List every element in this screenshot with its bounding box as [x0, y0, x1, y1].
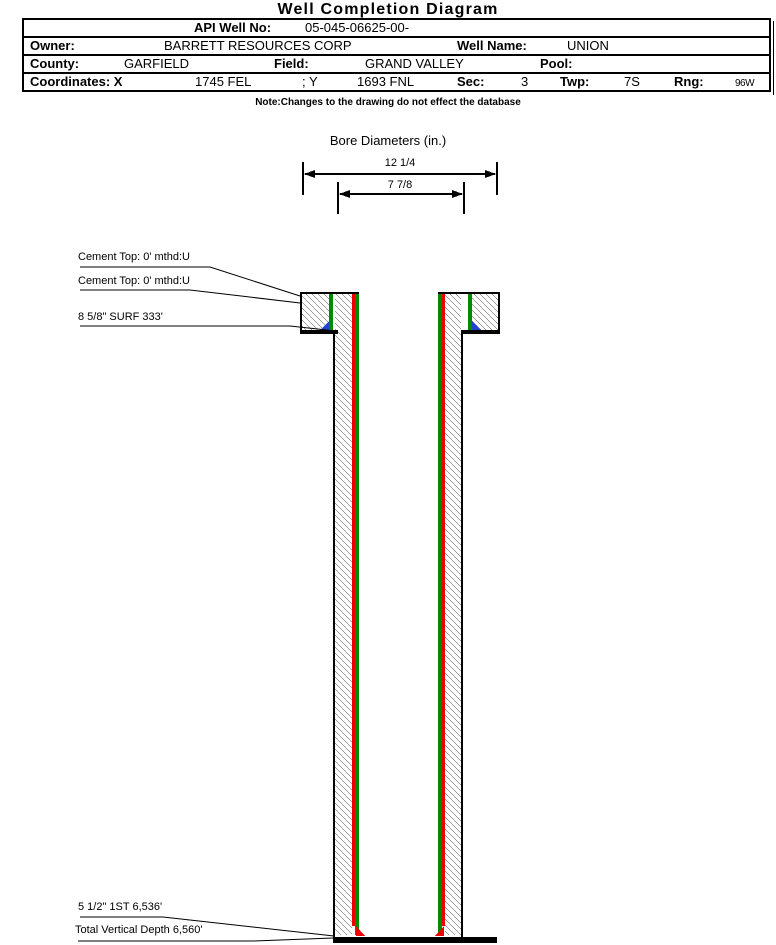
- well-name-value: UNION: [567, 38, 609, 53]
- surface-casing-left-line: [329, 294, 333, 330]
- well-name-label: Well Name:: [457, 38, 527, 53]
- field-label: Field:: [274, 56, 309, 71]
- cement-top-2-leader: [80, 290, 300, 303]
- page-title: Well Completion Diagram: [277, 1, 499, 18]
- outer-dim-left-arrow: [304, 170, 315, 178]
- coord-y-value: 1693 FNL: [357, 74, 415, 89]
- sec-label: Sec:: [457, 74, 485, 89]
- twp-value: 7S: [624, 74, 640, 89]
- total-depth-leader: [78, 938, 333, 941]
- inner-dim-left-tick: [337, 182, 339, 214]
- main-bore-wall-right: [461, 330, 463, 940]
- cement-top-2-label: Cement Top: 0' mthd:U: [78, 275, 190, 287]
- surface-annulus-hatch-right: [472, 294, 498, 330]
- county-value: GARFIELD: [124, 56, 190, 71]
- production-casing-left-green-line: [355, 294, 359, 935]
- owner-label: Owner:: [30, 38, 75, 53]
- surface-casing-leader: [80, 326, 336, 331]
- main-bore-wall-left: [333, 330, 335, 940]
- api-well-no-value: 05-045-06625-00-: [305, 20, 410, 35]
- outer-dim-right-arrow: [485, 170, 496, 178]
- county-label: County:: [30, 56, 80, 71]
- rng-value: 96W: [735, 78, 755, 89]
- leader-lines: [78, 267, 336, 941]
- total-depth-label: Total Vertical Depth 6,560': [75, 924, 203, 936]
- owner-value: BARRETT RESOURCES CORP: [164, 38, 352, 53]
- cement-top-1-label: Cement Top: 0' mthd:U: [78, 251, 190, 263]
- wall-hatch-right: [445, 294, 461, 935]
- coord-x-value: 1745 FEL: [195, 74, 252, 89]
- surface-bore-outer-wall-left: [300, 292, 302, 332]
- api-well-no-label: API Well No:: [194, 20, 272, 35]
- surface-casing-label: 8 5/8" SURF 333': [78, 311, 163, 323]
- outer-bore-diameter-value: 12 1/4: [384, 157, 416, 169]
- borehole-top-border-right: [438, 292, 500, 294]
- inner-bore-diameter-value: 7 7/8: [387, 179, 413, 191]
- inner-dim-left-arrow: [339, 190, 350, 198]
- outer-dim-left-tick: [302, 162, 304, 195]
- borehole-top-border-left: [300, 292, 359, 294]
- database-note: Note:Changes to the drawing do not effect the database: [255, 97, 521, 108]
- bore-diameter-dimensions: [302, 162, 498, 214]
- coordinates-label: Coordinates: X: [30, 74, 123, 89]
- surface-bore-outer-wall-right: [498, 292, 500, 332]
- outer-dim-right-tick: [496, 162, 498, 195]
- coord-y-label: ; Y: [302, 74, 318, 89]
- field-value: GRAND VALLEY: [365, 56, 464, 71]
- pool-label: Pool:: [540, 56, 573, 71]
- outer-dim-line: [305, 173, 495, 175]
- inner-dim-right-arrow: [452, 190, 463, 198]
- bore-diameters-title: Bore Diameters (in.): [329, 133, 447, 148]
- well-bore-schematic: [300, 292, 500, 943]
- production-casing-label: 5 1/2" 1ST 6,536': [78, 901, 163, 913]
- twp-label: Twp:: [560, 74, 590, 89]
- wall-hatch-left: [335, 294, 352, 935]
- surface-casing-right-line: [468, 294, 472, 330]
- rng-label: Rng:: [674, 74, 704, 89]
- production-casing-right-green-line: [438, 294, 442, 935]
- inner-dim-line: [340, 193, 462, 195]
- surface-bore-step-right: [462, 330, 500, 334]
- production-casing-left-red-line: [352, 294, 355, 926]
- surface-annulus-hatch-left: [302, 294, 329, 330]
- total-depth-bottom-bar: [333, 937, 497, 943]
- inner-dim-right-tick: [463, 182, 465, 214]
- sec-value: 3: [521, 74, 529, 89]
- production-casing-right-red-line: [442, 294, 445, 926]
